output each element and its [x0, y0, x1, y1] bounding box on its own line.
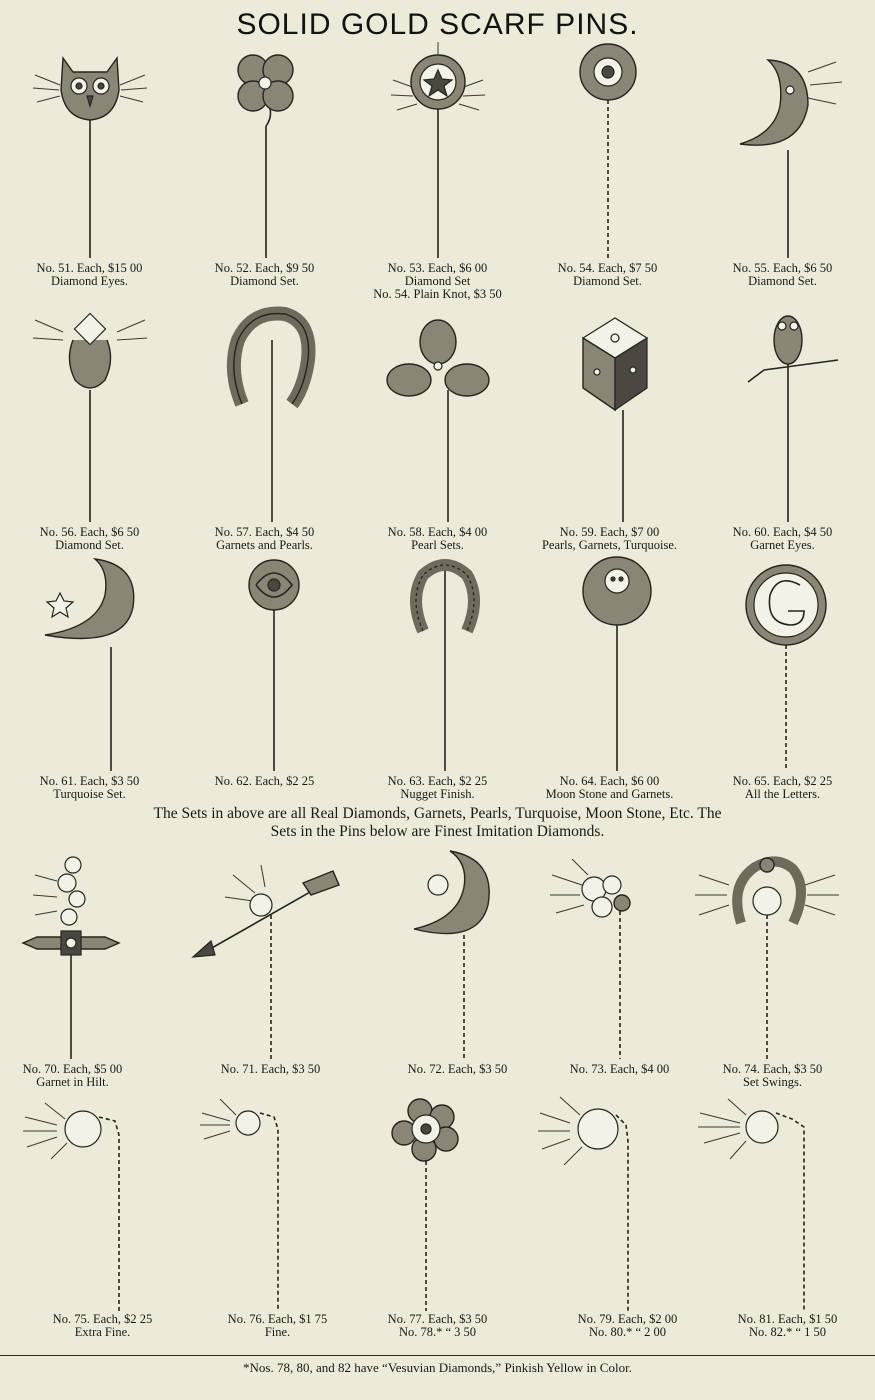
page-title: SOLID GOLD SCARF PINS. [236, 8, 639, 41]
pin-description: Diamond Set. [230, 274, 299, 288]
pin-description: Pearls, Garnets, Turquoise. [541, 538, 678, 552]
pin-description: Diamond Eyes. [50, 274, 129, 288]
pin-description: Diamond Set. [748, 274, 817, 288]
pin-price: No. 57. Each, $4 50 [214, 525, 315, 539]
pin-price: No. 56. Each, $6 50 [39, 525, 140, 539]
pin-item [532, 845, 707, 1076]
pin-item [522, 300, 697, 552]
pin-price: No. 52. Each, $9 50 [214, 261, 315, 275]
knot-icon [190, 555, 340, 775]
crescent-moon-icon [708, 40, 858, 262]
pin-item [522, 555, 697, 801]
pin-description: No. 80.* “ 2 00 [588, 1325, 667, 1339]
pin-description: No. 78.* “ 3 50 [398, 1325, 477, 1339]
pin-note: No. 54. Plain Knot, $3 50 [373, 287, 502, 301]
pin-description: Garnet in Hilt. [36, 1075, 109, 1089]
pin-description: Garnets and Pearls. [216, 538, 313, 552]
pin-description: Extra Fine. [74, 1325, 131, 1339]
pin-price: No. 73. Each, $4 00 [569, 1062, 670, 1076]
pin-price: No. 71. Each, $3 50 [220, 1062, 321, 1076]
pin-price: No. 58. Each, $4 00 [387, 525, 488, 539]
pin-description: Turquoise Set. [53, 787, 126, 801]
pin-description: Pearl Sets. [411, 538, 464, 552]
pin-description: Diamond Set. [55, 538, 124, 552]
pin-price: No. 62. Each, $2 25 [214, 774, 315, 788]
pin-item [177, 555, 352, 788]
horseshoe-nugget-icon [363, 555, 513, 775]
horseshoe-icon [190, 300, 340, 526]
pin-price: No. 76. Each, $1 75 [227, 1312, 328, 1326]
pin-price: No. 61. Each, $3 50 [39, 774, 140, 788]
pin-item [695, 300, 870, 552]
pin-item [2, 300, 177, 552]
notice-line: Sets in the Pins below are Finest Imitation Diamonds. [270, 823, 605, 840]
arrow-icon [183, 845, 358, 1063]
pin-item [350, 1095, 525, 1339]
pin-item [2, 555, 177, 801]
footer-rule [0, 1355, 875, 1356]
pin-price: No. 51. Each, $15 00 [36, 261, 143, 275]
pin-item [0, 845, 160, 1089]
pin-price: No. 77. Each, $3 50 [387, 1312, 488, 1326]
flower-cluster-icon [350, 1095, 525, 1313]
pin-price: No. 79. Each, $2 00 [577, 1312, 678, 1326]
pin-price: No. 54. Each, $7 50 [557, 261, 658, 275]
pin-item [177, 40, 352, 288]
pin-description: Diamond Set. [573, 274, 642, 288]
pin-item [15, 1095, 190, 1339]
pin-item [183, 845, 358, 1076]
pin-price: No. 64. Each, $6 00 [559, 774, 660, 788]
pin-price: No. 65. Each, $2 25 [732, 774, 833, 788]
pin-price: No. 72. Each, $3 50 [407, 1062, 508, 1076]
sword-icon [0, 845, 160, 1063]
pin-item [700, 1095, 875, 1339]
three-leaf-clover-icon [363, 300, 513, 526]
pin-price: No. 60. Each, $4 50 [732, 525, 833, 539]
pin-description: Nugget Finish. [400, 787, 475, 801]
pin-item [695, 40, 870, 288]
pin-description: Garnet Eyes. [750, 538, 815, 552]
pin-description: All the Letters. [744, 787, 821, 801]
pin-price: No. 75. Each, $2 25 [52, 1312, 153, 1326]
owl-on-branch-icon [708, 300, 858, 526]
horseshoe-swing-icon [685, 845, 860, 1063]
owl-head-icon [15, 40, 165, 262]
pin-price: No. 53. Each, $6 00 [387, 261, 488, 275]
pin-price: No. 59. Each, $7 00 [559, 525, 660, 539]
pin-item [2, 40, 177, 288]
pin-price: No. 74. Each, $3 50 [722, 1062, 823, 1076]
pin-description: Diamond Set [404, 274, 471, 288]
pin-description: No. 82.* “ 1 50 [748, 1325, 827, 1339]
crescent-star-icon [15, 555, 165, 775]
solitaire-claw-icon [700, 1095, 875, 1313]
pin-item [520, 40, 695, 288]
notice-line: The Sets in above are all Real Diamonds, Garnets, Pearls, Turquoise, Moon Stone, Etc. The [153, 805, 722, 822]
solitaire-small-icon [190, 1095, 365, 1313]
solitaire-large-icon [540, 1095, 715, 1313]
solitaire-icon [15, 1095, 190, 1313]
love-knot-star-icon [363, 40, 513, 262]
pin-item [695, 555, 870, 801]
pin-item [370, 845, 545, 1076]
four-leaf-clover-icon [190, 40, 340, 262]
pin-item [190, 1095, 365, 1339]
pin-description: Moon Stone and Garnets. [545, 787, 674, 801]
pin-item [350, 555, 525, 801]
footnote: *Nos. 78, 80, and 82 have “Vesuvian Diamonds,” Pinkish Yellow in Color. [243, 1360, 632, 1375]
monogram-letter-icon [708, 555, 858, 775]
pin-item [350, 300, 525, 552]
pin-description: Set Swings. [742, 1075, 803, 1089]
notice-text [0, 805, 875, 841]
crescent-gem-icon [370, 845, 545, 1063]
pin-item [685, 845, 860, 1089]
pin-price: No. 55. Each, $6 50 [732, 261, 833, 275]
pin-price: No. 81. Each, $1 50 [737, 1312, 838, 1326]
sun-face-disc-icon [535, 555, 685, 775]
pin-item [177, 300, 352, 552]
dice-cube-icon [535, 300, 685, 526]
pin-price: No. 63. Each, $2 25 [387, 774, 488, 788]
pin-description: Fine. [264, 1325, 291, 1339]
pin-price: No. 70. Each, $5 00 [22, 1062, 123, 1076]
cluster-gems-icon [532, 845, 707, 1063]
pin-item [350, 40, 525, 301]
horseshoe-diamond-icon [15, 300, 165, 526]
pin-item [540, 1095, 715, 1339]
coiled-disc-icon [533, 40, 683, 262]
